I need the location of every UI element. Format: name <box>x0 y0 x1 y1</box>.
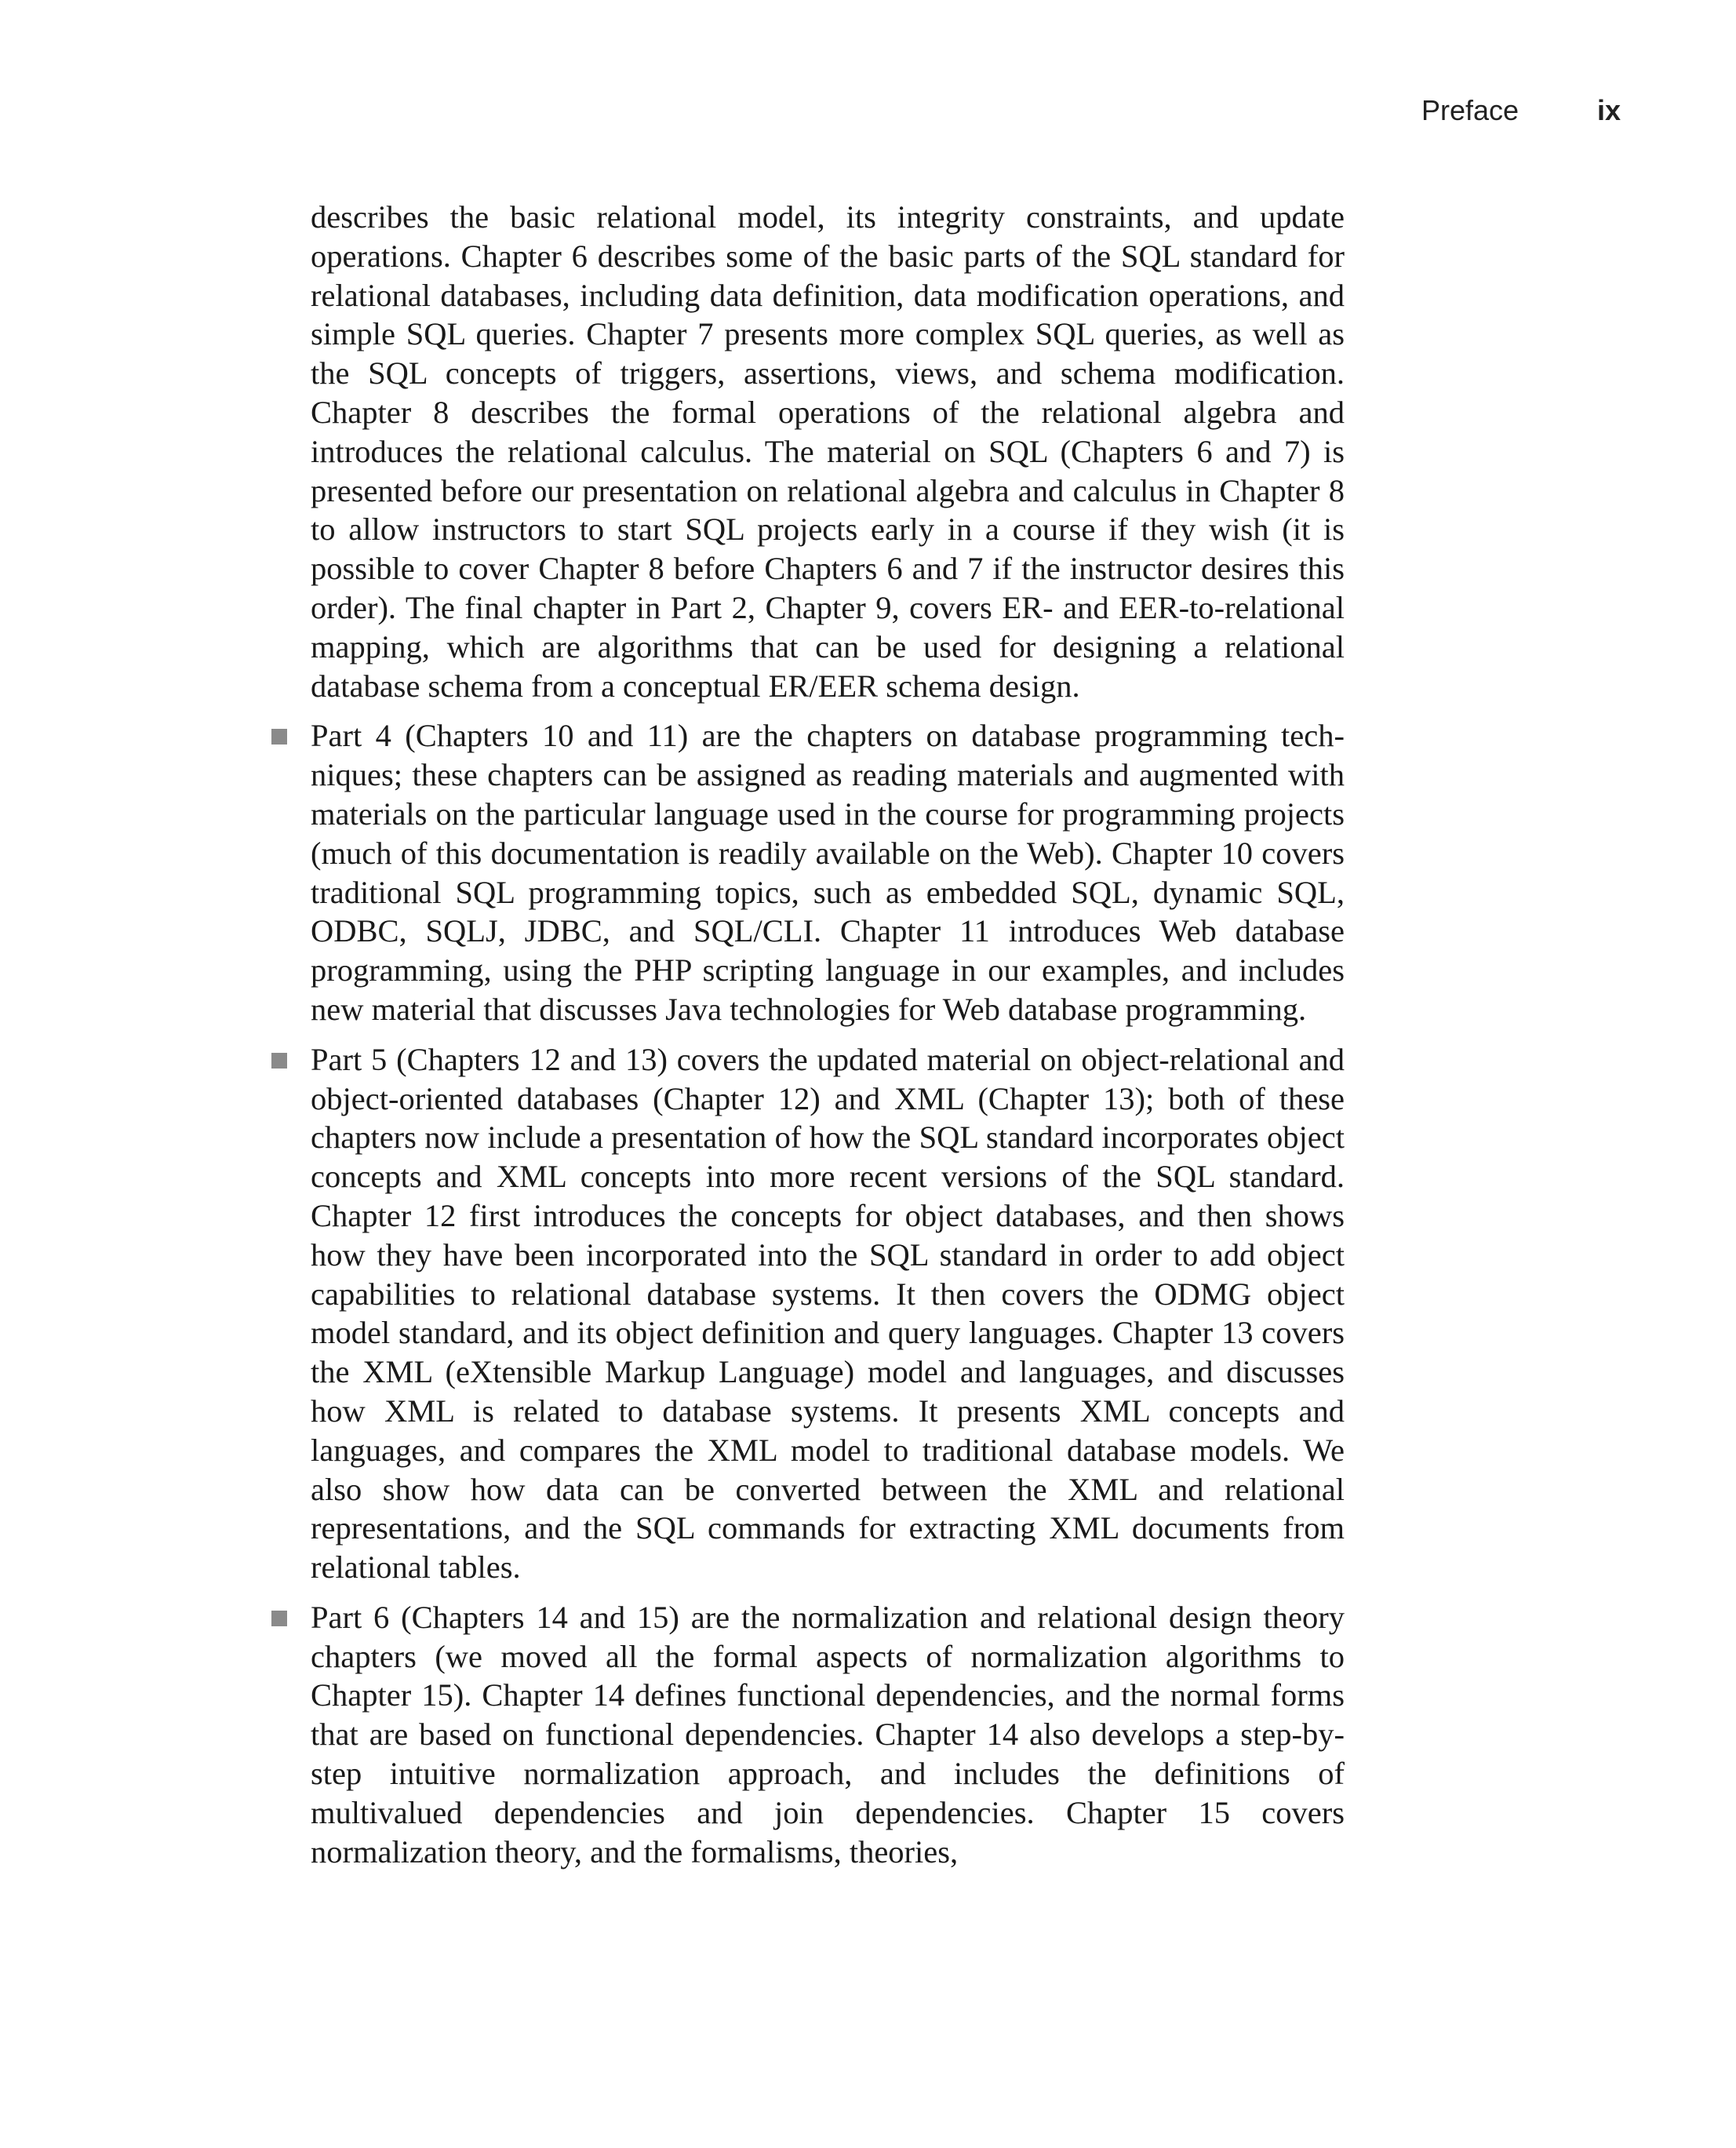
square-bullet-icon <box>271 1611 287 1626</box>
continuation-paragraph: describes the basic relational model, its integrity constraints, and update operations. Chapter 6 describes some of the basic parts of the SQL standard for relational databases, including data definition, data modification operations, and simple SQL queries. Chapter 7 presents more complex SQL queries, as well as the SQL concepts of triggers, assertions, views, and schema modification. Chapter 8 describes the formal operations of the relational algebra and introduces the relational calculus. The material on SQL (Chapters 6 and 7) is presented before our presentation on relational algebra and calculus in Chapter 8 to allow instructors to start SQL projects early in a course if they wish (it is possible to cover Chapter 8 before Chapters 6 and 7 if the instructor desires this order). The final chapter in Part 2, Chapter 9, covers ER- and EER-to-relational mapping, which are algorithms that can be used for designing a relational database schema from a conceptual ER/EER schema design. <box>311 199 1345 704</box>
list-item-part-4 <box>311 716 1345 1028</box>
page-number: ix <box>1597 94 1621 126</box>
body-text <box>311 198 1345 1871</box>
list-item-text: Part 5 (Chapters 12 and 13) covers the updated material on object-relational and object-oriented databases (Chapter 12) and XML (Chapter 13); both of these chapters now include a presentation of how the SQL standard incorporates object concepts and XML concepts into more recent versions of the SQL standard. Chapter 12 first introduces the concepts for object databases, and then shows how they have been incorporated into the SQL standard in order to add object capabilities to relational database systems. It then covers the ODMG object model standard, and its object definition and query languages. Chapter 13 covers the XML (eXtensible Markup Language) model and languages, and discusses how XML is related to database systems. It presents XML concepts and languages, and compares the XML model to traditional database models. We also show how data can be converted between the XML and relational representations, and the SQL commands for extracting XML documents from relational tables. <box>311 1041 1345 1586</box>
running-title: Preface <box>1421 94 1519 126</box>
list-item-text: Part 4 (Chapters 10 and 11) are the chapters on database programming techniques; these chapters can be assigned as reading materials and augmented with materials on the particular language used in the course for programming projects (much of this documentation is readily available on the Web). Chapter 10 covers traditional SQL programming topics, such as embedded SQL, dynamic SQL, ODBC, SQLJ, JDBC, and SQL/CLI. Chapter 11 introduces Web database programming, using the PHP scripting language in our examples, and includes new material that discusses Java technologies for Web database programming. <box>311 718 1345 1027</box>
square-bullet-icon <box>271 729 287 745</box>
square-bullet-icon <box>271 1053 287 1069</box>
list-item-text: Part 6 (Chapters 14 and 15) are the normalization and relational design theory chapters (we moved all the formal aspects of normalization algorithms to Chapter 15). Chapter 14 defines functional dependencies, and the normal forms that are based on functional dependencies. Chapter 14 also develops a step-by-step intuitive normalization approach, and includes the definitions of multivalued dependencies and join dependencies. Chapter 15 covers normalization theory, and the formalisms, theories, <box>311 1599 1345 1869</box>
running-head <box>0 94 1736 129</box>
list-item-part-5 <box>311 1040 1345 1587</box>
list-item-part-6 <box>311 1598 1345 1872</box>
